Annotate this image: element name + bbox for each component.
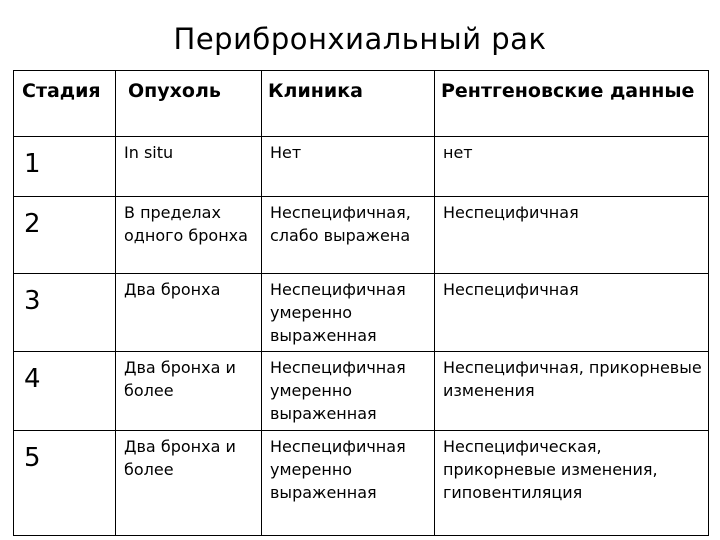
table-row (14, 274, 709, 352)
header-xray: Рентгеновские данные (435, 71, 709, 137)
tumor-cell: Два бронха и более (116, 352, 262, 431)
tumor-cell: In situ (116, 137, 262, 197)
xray-cell: нет (435, 137, 709, 197)
xray-cell: Неспецифичная (435, 274, 709, 352)
clinic-cell: Неспецифичная умеренно выраженная (262, 274, 435, 352)
staging-table (13, 70, 709, 536)
stage-cell: 3 (14, 274, 116, 352)
xray-cell: Неспецифичная (435, 197, 709, 274)
stage-cell: 4 (14, 352, 116, 431)
table-row (14, 431, 709, 536)
header-clinic: Клиника (262, 71, 435, 137)
clinic-cell: Неспецифичная умеренно выраженная (262, 352, 435, 431)
table-row (14, 137, 709, 197)
stage-cell: 1 (14, 137, 116, 197)
table-header-row (14, 71, 709, 137)
xray-cell: Неспецифическая, прикорневые изменения, гиповентиляция (435, 431, 709, 536)
stage-cell: 2 (14, 197, 116, 274)
tumor-cell: Два бронха и более (116, 431, 262, 536)
page-title: Перибронхиальный рак (173, 22, 547, 56)
xray-cell: Неспецифичная, прикорневые изменения (435, 352, 709, 431)
clinic-cell: Неспецифичная умеренно выраженная (262, 431, 435, 536)
table-row (14, 352, 709, 431)
header-tumor: Опухоль (116, 71, 262, 137)
clinic-cell: Нет (262, 137, 435, 197)
table-row (14, 197, 709, 274)
header-stage: Стадия (14, 71, 116, 137)
tumor-cell: Два бронха (116, 274, 262, 352)
tumor-cell: В пределах одного бронха (116, 197, 262, 274)
clinic-cell: Неспецифичная, слабо выражена (262, 197, 435, 274)
stage-cell: 5 (14, 431, 116, 536)
